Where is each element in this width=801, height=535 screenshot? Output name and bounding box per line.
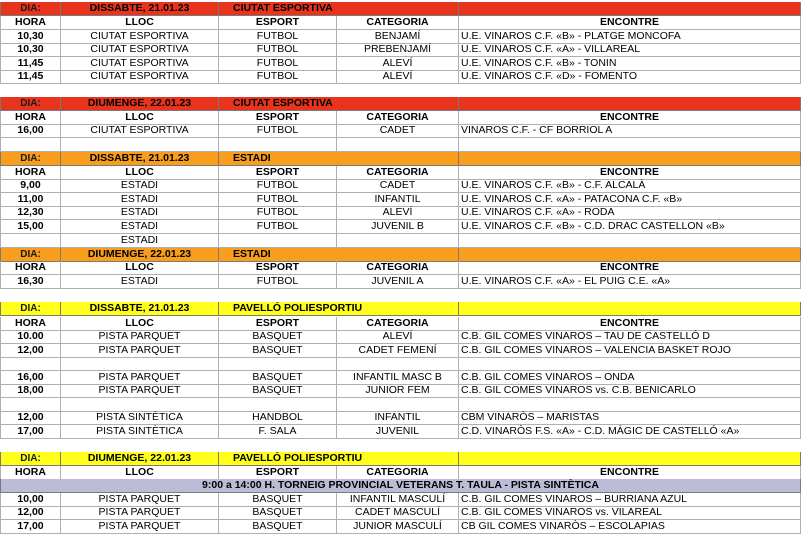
header-lloc: LLOC xyxy=(61,466,219,480)
cell-categoria: JUNIOR MASCULÍ xyxy=(337,520,459,534)
table-row xyxy=(0,344,801,358)
cell-lloc xyxy=(61,357,219,371)
cell-lloc: ESTADI xyxy=(61,179,219,193)
cell-hora xyxy=(0,234,61,248)
header-esport: ESPORT xyxy=(219,16,337,30)
header-lloc: LLOC xyxy=(61,111,219,125)
table-row xyxy=(0,357,801,371)
day-label: DIA: xyxy=(0,248,61,262)
table-row xyxy=(0,57,801,71)
cell-categoria xyxy=(337,234,459,248)
cell-categoria: INFANTIL MASCULÍ xyxy=(337,493,459,507)
header-hora: HORA xyxy=(0,317,61,331)
cell-hora: 12,30 xyxy=(0,206,61,220)
section-date: DIUMENGE, 22.01.23 xyxy=(61,248,219,262)
header-esport: ESPORT xyxy=(219,261,337,275)
cell-hora xyxy=(0,357,61,371)
cell-hora: 15,00 xyxy=(0,220,61,234)
cell-categoria: INFANTIL xyxy=(337,411,459,425)
cell-lloc: CIUTAT ESPORTIVA xyxy=(61,30,219,44)
cell-lloc: PISTA PARQUET xyxy=(61,371,219,385)
header-categoria: CATEGORIA xyxy=(337,466,459,480)
cell-hora: 10,30 xyxy=(0,43,61,57)
day-label: DIA: xyxy=(0,2,61,16)
band-filler xyxy=(459,152,801,166)
cell-encontre: C.B. GIL COMES VINAROS vs. C.B. BENICARLO xyxy=(459,384,801,398)
section-band xyxy=(0,452,801,466)
table-row xyxy=(0,506,801,520)
header-hora: HORA xyxy=(0,261,61,275)
section-date: DISSABTE, 21.01.23 xyxy=(61,152,219,166)
header-categoria: CATEGORIA xyxy=(337,16,459,30)
header-hora: HORA xyxy=(0,111,61,125)
header-lloc: LLOC xyxy=(61,317,219,331)
cell-lloc: ESTADI xyxy=(61,193,219,207)
header-encontre: ENCONTRE xyxy=(459,261,801,275)
cell-lloc: ESTADI xyxy=(61,275,219,289)
cell-hora xyxy=(0,138,61,152)
cell-categoria: CADET FEMENÍ xyxy=(337,344,459,358)
cell-esport xyxy=(219,234,337,248)
table-row xyxy=(0,371,801,385)
header-esport: ESPORT xyxy=(219,166,337,180)
column-header-row xyxy=(0,317,801,331)
cell-hora: 10,30 xyxy=(0,30,61,44)
cell-encontre: U.E. VINAROS C.F. «A» - PATACONA C.F. «B» xyxy=(459,193,801,207)
cell-categoria: INFANTIL xyxy=(337,193,459,207)
header-esport: ESPORT xyxy=(219,317,337,331)
cell-encontre: CB GIL COMES VINARÒS – ESCOLAPIAS xyxy=(459,520,801,534)
section-date: DISSABTE, 21.01.23 xyxy=(61,2,219,16)
column-header-row xyxy=(0,466,801,480)
cell-lloc: PISTA PARQUET xyxy=(61,520,219,534)
day-label: DIA: xyxy=(0,97,61,111)
column-header-row xyxy=(0,261,801,275)
cell-esport: FUTBOL xyxy=(219,179,337,193)
cell-encontre: CBM VINARÒS – MARISTAS xyxy=(459,411,801,425)
cell-esport: FUTBOL xyxy=(219,57,337,71)
header-categoria: CATEGORIA xyxy=(337,317,459,331)
cell-hora: 12,00 xyxy=(0,344,61,358)
section-venue: ESTADI xyxy=(219,248,459,262)
cell-lloc: PISTA PARQUET xyxy=(61,344,219,358)
cell-categoria: CADET xyxy=(337,179,459,193)
table-row xyxy=(0,425,801,439)
table-row xyxy=(0,275,801,289)
section-band xyxy=(0,248,801,262)
cell-hora: 11,45 xyxy=(0,57,61,71)
table-row xyxy=(0,206,801,220)
section-venue: PAVELLÓ POLIESPORTIU xyxy=(219,452,459,466)
cell-esport: FUTBOL xyxy=(219,70,337,84)
cell-lloc: PISTA PARQUET xyxy=(61,330,219,344)
cell-encontre xyxy=(459,234,801,248)
cell-categoria: PREBENJAMÍ xyxy=(337,43,459,57)
cell-encontre: C.B. GIL COMES VINAROS – TAU DE CASTELLÓ D xyxy=(459,330,801,344)
cell-encontre xyxy=(459,357,801,371)
cell-categoria: CADET MASCULÍ xyxy=(337,506,459,520)
section-venue: ESTADI xyxy=(219,152,459,166)
cell-hora: 17,00 xyxy=(0,425,61,439)
cell-categoria: JUVENIL B xyxy=(337,220,459,234)
cell-esport: FUTBOL xyxy=(219,220,337,234)
cell-lloc: ESTADI xyxy=(61,234,219,248)
table-row xyxy=(0,43,801,57)
header-encontre: ENCONTRE xyxy=(459,166,801,180)
column-header-row xyxy=(0,111,801,125)
header-hora: HORA xyxy=(0,16,61,30)
cell-encontre: U.E. VINAROS C.F. «A» - VILLAREAL xyxy=(459,43,801,57)
cell-hora: 16,30 xyxy=(0,275,61,289)
cell-encontre: U.E. VINAROS C.F. «A» - RODA xyxy=(459,206,801,220)
cell-esport: FUTBOL xyxy=(219,275,337,289)
cell-esport: HANDBOL xyxy=(219,411,337,425)
cell-esport xyxy=(219,398,337,412)
header-encontre: ENCONTRE xyxy=(459,16,801,30)
cell-esport: BASQUET xyxy=(219,520,337,534)
cell-hora: 16,00 xyxy=(0,371,61,385)
cell-esport: FUTBOL xyxy=(219,193,337,207)
cell-hora xyxy=(0,398,61,412)
cell-esport: FUTBOL xyxy=(219,206,337,220)
band-filler xyxy=(459,302,801,316)
table-row xyxy=(0,330,801,344)
cell-categoria: BENJAMÍ xyxy=(337,30,459,44)
cell-categoria: ALEVÍ xyxy=(337,57,459,71)
header-lloc: LLOC xyxy=(61,166,219,180)
cell-lloc: PISTA PARQUET xyxy=(61,506,219,520)
cell-encontre: C.B. GIL COMES VINAROS – BURRIANA AZUL xyxy=(459,493,801,507)
section-band xyxy=(0,2,801,16)
section-venue: CIUTAT ESPORTIVA xyxy=(219,2,459,16)
cell-esport: FUTBOL xyxy=(219,30,337,44)
cell-esport: BASQUET xyxy=(219,344,337,358)
header-esport: ESPORT xyxy=(219,111,337,125)
table-row xyxy=(0,411,801,425)
table-row xyxy=(0,179,801,193)
table-row xyxy=(0,234,801,248)
section-band xyxy=(0,302,801,316)
header-categoria: CATEGORIA xyxy=(337,111,459,125)
cell-hora: 17,00 xyxy=(0,520,61,534)
cell-encontre: VINAROS C.F. - CF BORRIOL A xyxy=(459,124,801,138)
band-filler xyxy=(459,248,801,262)
cell-lloc: CIUTAT ESPORTIVA xyxy=(61,70,219,84)
header-encontre: ENCONTRE xyxy=(459,466,801,480)
cell-categoria xyxy=(337,357,459,371)
table-row xyxy=(0,384,801,398)
table-row xyxy=(0,520,801,534)
section-date: DIUMENGE, 22.01.23 xyxy=(61,452,219,466)
day-label: DIA: xyxy=(0,152,61,166)
cell-hora: 9,00 xyxy=(0,179,61,193)
cell-lloc: PISTA SINTÈTICA xyxy=(61,411,219,425)
cell-esport xyxy=(219,357,337,371)
cell-lloc: PISTA SINTÈTICA xyxy=(61,425,219,439)
cell-encontre: C.D. VINARÒS F.S. «A» - C.D. MÀGIC DE CASTELLÓ «A» xyxy=(459,425,801,439)
cell-encontre: U.E. VINAROS C.F. «A» - EL PUIG C.E. «A» xyxy=(459,275,801,289)
cell-esport: FUTBOL xyxy=(219,43,337,57)
cell-esport: FUTBOL xyxy=(219,124,337,138)
table-row xyxy=(0,220,801,234)
cell-lloc: PISTA PARQUET xyxy=(61,384,219,398)
table-row xyxy=(0,193,801,207)
cell-categoria: CADET xyxy=(337,124,459,138)
table-row xyxy=(0,70,801,84)
table-row xyxy=(0,138,801,152)
cell-lloc xyxy=(61,398,219,412)
day-label: DIA: xyxy=(0,302,61,316)
cell-lloc: CIUTAT ESPORTIVA xyxy=(61,57,219,71)
cell-encontre: U.E. VINAROS C.F. «B» - PLATGE MONCOFA xyxy=(459,30,801,44)
header-encontre: ENCONTRE xyxy=(459,111,801,125)
cell-encontre: U.E. VINAROS C.F. «B» - C.F. ALCALÀ xyxy=(459,179,801,193)
cell-lloc: ESTADI xyxy=(61,206,219,220)
header-esport: ESPORT xyxy=(219,466,337,480)
cell-esport xyxy=(219,138,337,152)
cell-categoria: JUVENIL xyxy=(337,425,459,439)
header-encontre: ENCONTRE xyxy=(459,317,801,331)
cell-encontre xyxy=(459,398,801,412)
cell-esport: BASQUET xyxy=(219,493,337,507)
cell-esport: BASQUET xyxy=(219,371,337,385)
cell-categoria: INFANTIL MASC B xyxy=(337,371,459,385)
header-lloc: LLOC xyxy=(61,16,219,30)
cell-lloc: CIUTAT ESPORTIVA xyxy=(61,43,219,57)
section-band xyxy=(0,97,801,111)
cell-hora: 10.00 xyxy=(0,330,61,344)
cell-lloc: PISTA PARQUET xyxy=(61,493,219,507)
notice-row xyxy=(0,479,801,493)
cell-hora: 12,00 xyxy=(0,411,61,425)
cell-categoria: ALEVÍ xyxy=(337,206,459,220)
cell-encontre: C.B. GIL COMES VINAROS vs. VILAREAL xyxy=(459,506,801,520)
column-header-row xyxy=(0,16,801,30)
cell-lloc xyxy=(61,138,219,152)
cell-esport: BASQUET xyxy=(219,384,337,398)
cell-encontre: C.B. GIL COMES VINAROS – VALENCIA BASKET ROJO xyxy=(459,344,801,358)
cell-categoria: ALEVÍ xyxy=(337,330,459,344)
column-header-row xyxy=(0,166,801,180)
cell-encontre: U.E. VINAROS C.F. «D» - FOMENTO xyxy=(459,70,801,84)
day-label: DIA: xyxy=(0,452,61,466)
band-filler xyxy=(459,97,801,111)
cell-hora: 11,45 xyxy=(0,70,61,84)
cell-categoria xyxy=(337,398,459,412)
section-date: DIUMENGE, 22.01.23 xyxy=(61,97,219,111)
table-row xyxy=(0,30,801,44)
cell-categoria xyxy=(337,138,459,152)
header-hora: HORA xyxy=(0,166,61,180)
cell-lloc: CIUTAT ESPORTIVA xyxy=(61,124,219,138)
cell-hora: 16,00 xyxy=(0,124,61,138)
cell-hora: 11,00 xyxy=(0,193,61,207)
cell-lloc: ESTADI xyxy=(61,220,219,234)
cell-encontre: U.E. VINAROS C.F. «B» - C.D. DRAC CASTELLON «B» xyxy=(459,220,801,234)
cell-encontre: U.E. VINAROS C.F. «B» - TONIN xyxy=(459,57,801,71)
table-row xyxy=(0,493,801,507)
section-venue: PAVELLÓ POLIESPORTIU xyxy=(219,302,459,316)
cell-hora: 18,00 xyxy=(0,384,61,398)
cell-encontre xyxy=(459,138,801,152)
cell-hora: 10,00 xyxy=(0,493,61,507)
cell-esport: BASQUET xyxy=(219,506,337,520)
band-filler xyxy=(459,452,801,466)
section-band xyxy=(0,152,801,166)
tournament-notice: 9:00 a 14:00 H. TORNEIG PROVINCIAL VETERANS T. TAULA - PISTA SINTÈTICA xyxy=(0,479,801,493)
header-lloc: LLOC xyxy=(61,261,219,275)
section-date: DISSABTE, 21.01.23 xyxy=(61,302,219,316)
band-filler xyxy=(459,2,801,16)
header-categoria: CATEGORIA xyxy=(337,261,459,275)
cell-esport: BASQUET xyxy=(219,330,337,344)
header-categoria: CATEGORIA xyxy=(337,166,459,180)
cell-encontre: C.B. GIL COMES VINAROS – ONDA xyxy=(459,371,801,385)
cell-categoria: JUVENIL A xyxy=(337,275,459,289)
cell-hora: 12,00 xyxy=(0,506,61,520)
table-row xyxy=(0,398,801,412)
table-row xyxy=(0,124,801,138)
section-venue: CIUTAT ESPORTIVA xyxy=(219,97,459,111)
cell-categoria: ALEVÍ xyxy=(337,70,459,84)
header-hora: HORA xyxy=(0,466,61,480)
cell-esport: F. SALA xyxy=(219,425,337,439)
cell-categoria: JUNIOR FEM xyxy=(337,384,459,398)
